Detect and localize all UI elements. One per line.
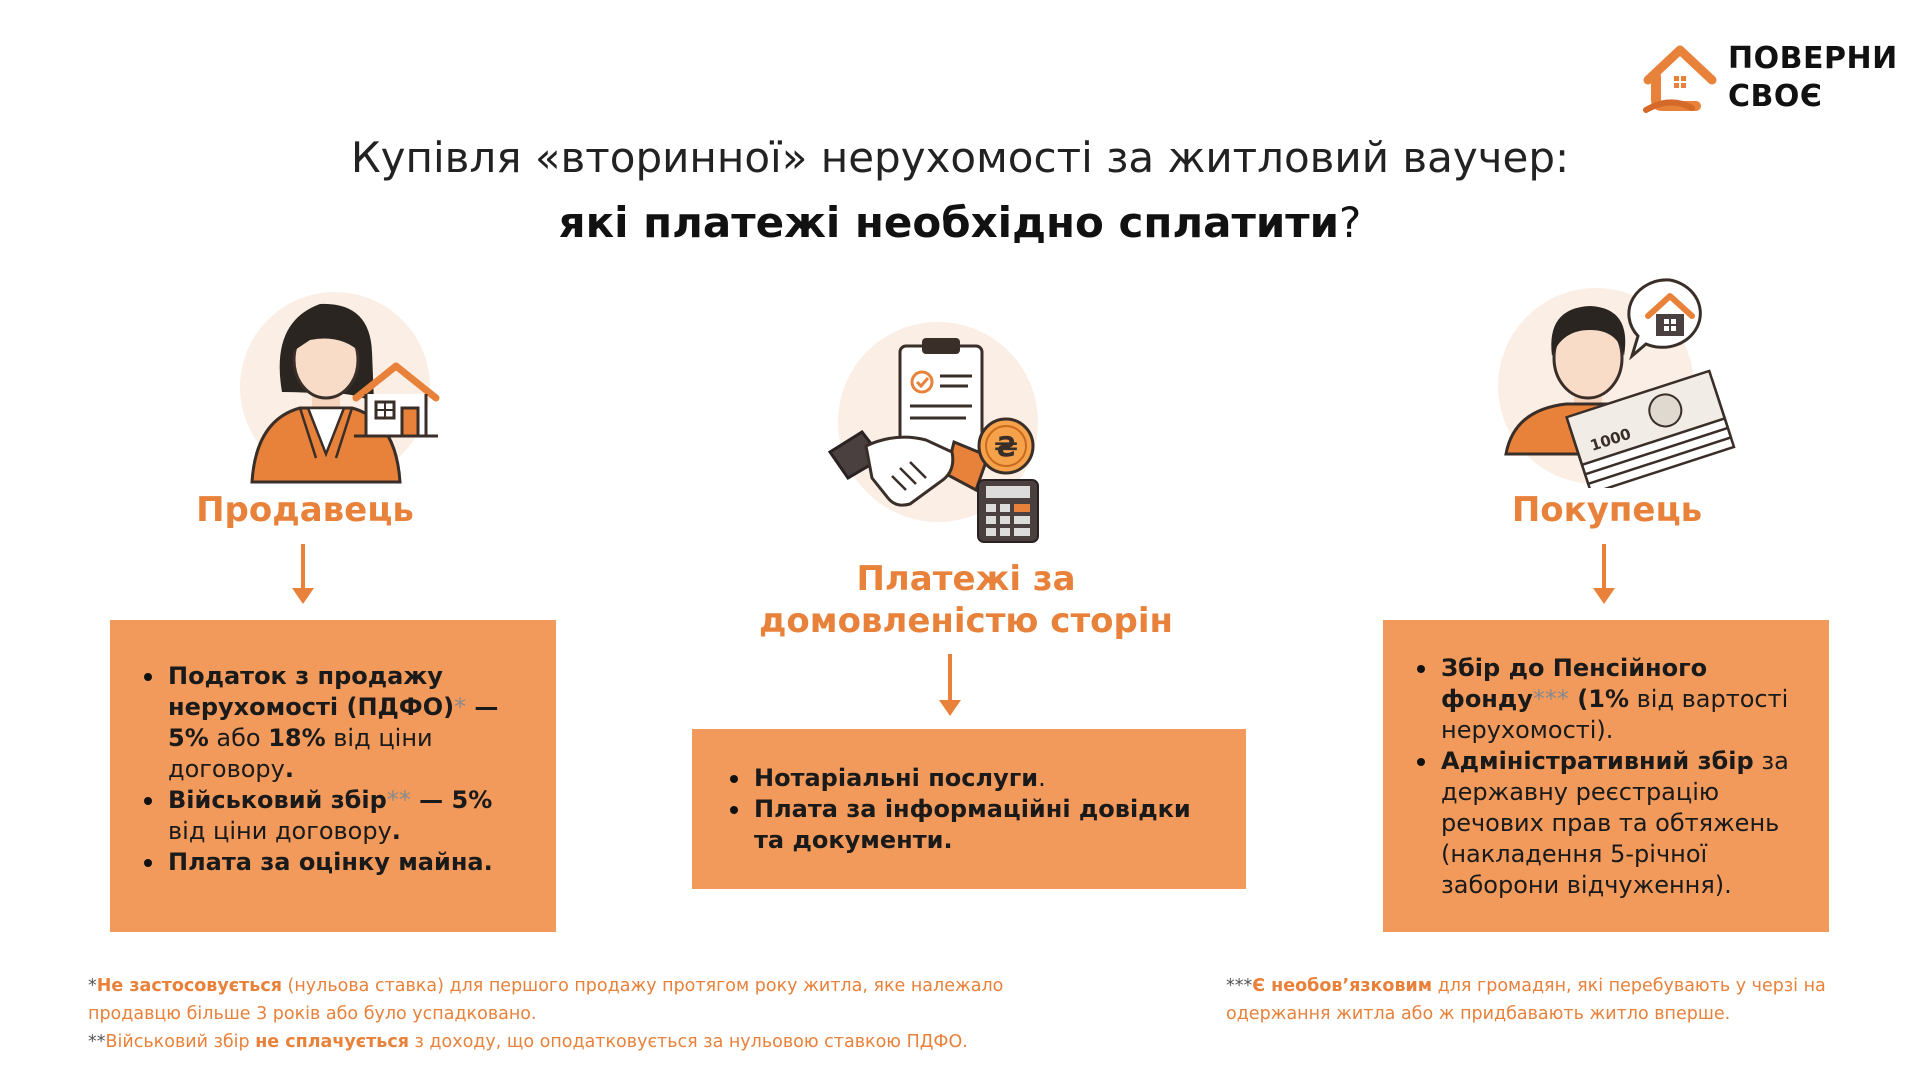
middle-arrow	[948, 654, 952, 710]
buyer-list	[1409, 653, 1811, 901]
seller-item-military-text: від ціни договору	[168, 817, 392, 845]
middle-label-line-1: Платежі за	[856, 559, 1076, 599]
buyer-illustration	[1486, 274, 1740, 490]
speech-house-icon	[1626, 276, 1716, 360]
buyer-label: Покупець	[1511, 490, 1703, 530]
seller-item-pdfo-text-2: від ціни договору	[168, 724, 433, 783]
asterisk-mark: *	[454, 693, 467, 721]
seller-item-pdfo-rate-2: 18%	[268, 724, 326, 752]
footnote-right-line-2: одержання житла або ж придбавають житло вперше.	[1226, 1004, 1731, 1024]
middle-item-documents	[754, 794, 1226, 856]
asterisk-mark: ***	[1532, 685, 1569, 713]
buyer-item-pension	[1441, 653, 1811, 746]
footnote-left3-bold: не сплачується	[255, 1032, 409, 1052]
buyer-item-admin-bold: Адміністративний збір	[1441, 747, 1754, 775]
banknote-value: 1000	[1587, 424, 1634, 455]
seller-list	[136, 661, 536, 878]
footnote-left3-text: з доходу, що оподатковується за нульовою ставкою ПДФО.	[408, 1032, 968, 1052]
middle-item-notary-bold: Нотаріальні послуги	[754, 764, 1039, 792]
footnote-mark: ***	[1226, 976, 1253, 996]
buyer-item-admin-text: за державну реєстрацію речових прав та обтяжень (накладення 5-річної заборони відчуження).	[1441, 747, 1789, 899]
buyer-item-pension-rate: (1%	[1568, 685, 1629, 713]
seller-item-appraisal-bold: Плата за оцінку майна.	[168, 848, 493, 876]
footnote-left3-text-a: Військовий збір	[105, 1032, 256, 1052]
seller-item-military-rate: — 5%	[410, 786, 493, 814]
middle-illustration	[826, 292, 1062, 554]
footnote-left-line-3	[88, 1028, 1028, 1056]
seller-box	[110, 620, 556, 932]
seller-item-pdfo-text: або	[208, 724, 269, 752]
banknotes-icon	[1560, 368, 1740, 488]
buyer-item-pension-bold: Збір до Пенсійного фонду	[1441, 654, 1708, 713]
footnote-right-bold: Є необов’язковим	[1252, 976, 1433, 996]
seller-item-pdfo-rate: — 5%	[168, 693, 499, 752]
footnote-left-line-2: продавцю більше 3 років або було успадковано.	[88, 1004, 537, 1024]
asterisk-mark: **	[386, 786, 411, 814]
footnote-left	[88, 972, 1028, 1056]
page-title	[0, 128, 1920, 258]
title-line-2	[0, 188, 1920, 258]
seller-item-appraisal	[168, 847, 536, 878]
footnote-mark: **	[88, 1032, 106, 1052]
middle-list	[722, 763, 1226, 856]
footnote-left-bold: Не застосовується	[96, 976, 282, 996]
handshake-icon	[826, 412, 996, 512]
seller-item-military-end: .	[391, 817, 401, 845]
title-line-1: Купівля «вторинної» нерухомості за житловий ваучер:	[350, 133, 1570, 182]
middle-item-documents-bold: Плата за інформаційні довідки та документи.	[754, 795, 1191, 854]
hryvnia-coin-icon	[976, 416, 1036, 476]
middle-label-line-2: домовленістю сторін	[758, 601, 1174, 641]
seller-item-military-bold: Військовий збір	[168, 786, 387, 814]
middle-item-notary-end: .	[1038, 764, 1046, 792]
middle-label	[706, 558, 1226, 642]
title-line-2-bold: які платежі необхідно сплатити	[558, 198, 1340, 247]
logo-line-2: СВОЄ	[1728, 79, 1823, 114]
buyer-box	[1383, 620, 1829, 932]
seller-illustration	[230, 282, 450, 492]
middle-box	[692, 729, 1246, 889]
svg-text:₴: ₴	[993, 430, 1019, 463]
footnote-left-text: (нульова ставка) для першого продажу протягом року житла, яке належало	[281, 976, 1004, 996]
footnote-right-text: для громадян, які перебувають у черзі на	[1432, 976, 1826, 996]
seller-item-military	[168, 785, 536, 847]
footnote-right-line-1	[1226, 972, 1906, 1000]
title-question-mark: ?	[1339, 198, 1362, 247]
logo-house-icon	[1640, 36, 1720, 116]
seller-item-pdfo	[168, 661, 536, 785]
buyer-item-admin	[1441, 746, 1811, 901]
seller-item-pdfo-end: .	[284, 755, 294, 783]
seller-label: Продавець	[196, 490, 414, 530]
calculator-icon	[976, 478, 1040, 544]
house-icon	[350, 360, 442, 442]
brand-logo	[1640, 36, 1900, 116]
footnote-mark: *	[88, 976, 97, 996]
buyer-arrow	[1602, 544, 1606, 598]
footnote-right	[1226, 972, 1906, 1028]
seller-item-pdfo-bold: Податок з продажу нерухомості (ПДФО)	[168, 662, 455, 721]
logo-line-1: ПОВЕРНИ	[1728, 41, 1898, 76]
middle-item-notary	[754, 763, 1226, 794]
seller-arrow	[301, 544, 305, 598]
footnote-left-line-1	[88, 972, 1028, 1000]
buyer-item-pension-text: від вартості нерухомості).	[1441, 685, 1789, 744]
